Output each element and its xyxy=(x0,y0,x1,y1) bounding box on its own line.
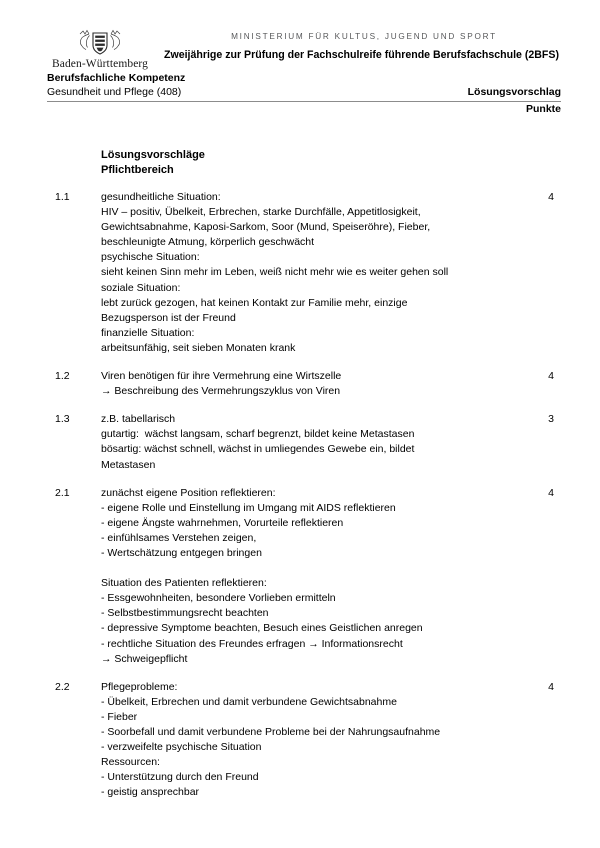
answer-line: - eigene Ängste wahrnehmen, Vorurteile reflektieren xyxy=(101,516,344,529)
answer-line: soziale Situation: xyxy=(101,281,181,294)
answer-item xyxy=(0,412,600,472)
answer-line: - Übelkeit, Erbrechen und damit verbundene Gewichtsabnahme xyxy=(101,695,397,708)
answer-line: Ressourcen: xyxy=(101,756,160,769)
answer-line: zunächst eigene Position reflektieren: xyxy=(101,486,276,499)
answer-line: z.B. tabellarisch xyxy=(101,413,176,426)
answer-line xyxy=(101,561,520,576)
answer-line: lebt zurück gezogen, hat keinen Kontakt zur Familie mehr, einzige xyxy=(101,296,408,309)
points-column-header: Punkte xyxy=(525,103,561,115)
subject-row xyxy=(47,86,561,98)
answer-line: - verzweifelte psychische Situation xyxy=(101,741,262,754)
page-title xyxy=(101,148,205,177)
subject-name: Gesundheit und Pflege (408) xyxy=(47,86,182,98)
answer-line: → Schweigepflicht xyxy=(101,652,188,665)
answer-item-body xyxy=(101,486,520,667)
answer-line: Pflegeprobleme: xyxy=(101,680,178,693)
baden-wuerttemberg-coat-of-arms-icon xyxy=(77,28,123,58)
answer-item xyxy=(0,680,600,801)
answer-item-points: 4 xyxy=(548,486,554,499)
document-type: Lösungsvorschlag xyxy=(467,86,561,98)
answer-item-number: 2.1 xyxy=(55,486,70,499)
answer-item-points: 4 xyxy=(548,370,554,383)
answer-line: - eigene Rolle und Einstellung im Umgang mit AIDS reflektieren xyxy=(101,501,396,514)
answer-item xyxy=(0,369,600,399)
ministry-title: MINISTERIUM FÜR KULTUS, JUGEND UND SPORT xyxy=(231,32,497,41)
crest-block xyxy=(47,28,153,70)
answer-line: HIV – positiv, Übelkeit, Erbrechen, starke Durchfälle, Appetitlosigkeit, xyxy=(101,206,421,219)
answer-line: → Beschreibung des Vermehrungszyklus von Viren xyxy=(101,385,341,398)
answer-line: Gewichtsabnahme, Kaposi-Sarkom, Soor (Mund, Speiseröhre), Fieber, xyxy=(101,221,431,234)
school-type-title: Zweijährige zur Prüfung der Fachschulreife führende Berufsfachschule (2BFS) xyxy=(164,49,559,61)
answer-item xyxy=(0,486,600,667)
page-title-line-2: Pflichtbereich xyxy=(101,163,174,176)
header-divider xyxy=(47,101,561,102)
answer-item-body xyxy=(101,369,520,399)
answer-line: - Essgewohnheiten, besondere Vorlieben ermitteln xyxy=(101,592,336,605)
answer-line: gutartig: wächst langsam, scharf begrenzt, bildet keine Metastasen xyxy=(101,428,415,441)
answer-item xyxy=(0,190,600,356)
answer-item-body xyxy=(101,412,520,472)
answer-items-list xyxy=(0,190,600,813)
answer-item-points: 4 xyxy=(548,191,554,203)
answer-line: - Wertschätzung entgegen bringen xyxy=(101,546,262,559)
answer-line: - Unterstützung durch den Freund xyxy=(101,771,259,784)
answer-line: arbeitsunfähig, seit sieben Monaten krank xyxy=(101,341,296,354)
answer-item-number: 1.2 xyxy=(55,370,70,383)
crest-label: Baden-Württemberg xyxy=(51,58,148,70)
answer-line: - depressive Symptome beachten, Besuch eines Geistlichen anregen xyxy=(101,622,423,635)
answer-line: finanzielle Situation: xyxy=(101,326,195,339)
answer-line: Metastasen xyxy=(101,458,156,471)
answer-line: - Soorbefall und damit verbundene Probleme bei der Nahrungsaufnahme xyxy=(101,726,441,738)
answer-line: - einfühlsames Verstehen zeigen, xyxy=(101,531,257,544)
answer-item-number: 2.2 xyxy=(55,680,70,693)
answer-line: beschleunigte Atmung, körperlich geschwächt xyxy=(101,236,315,249)
answer-line: - geistig ansprechbar xyxy=(101,786,200,799)
answer-line: psychische Situation: xyxy=(101,251,200,264)
answer-line: Situation des Patienten reflektieren: xyxy=(101,577,267,590)
answer-line: - Fieber xyxy=(101,710,138,723)
answer-item-points: 4 xyxy=(548,680,554,693)
answer-line: gesundheitliche Situation: xyxy=(101,191,221,203)
answer-line: - Selbstbestimmungsrecht beachten xyxy=(101,607,269,620)
answer-line: Bezugsperson ist der Freund xyxy=(101,311,236,324)
answer-item-number: 1.3 xyxy=(55,413,70,426)
answer-line: sieht keinen Sinn mehr im Leben, weiß nicht mehr wie es weiter gehen soll xyxy=(101,266,449,279)
page-title-line-1: Lösungsvorschläge xyxy=(101,149,205,161)
competence-area: Berufsfachliche Kompetenz xyxy=(47,72,186,84)
answer-item-number: 1.1 xyxy=(55,191,70,203)
answer-item-body xyxy=(101,680,520,801)
answer-line: bösartig: wächst schnell, wächst in umliegendes Gewebe ein, bildet xyxy=(101,443,415,456)
answer-line: - rechtliche Situation des Freundes erfragen → Informationsrecht xyxy=(101,637,403,650)
answer-item-body xyxy=(101,190,520,356)
answer-line: Viren benötigen für ihre Vermehrung eine Wirtszelle xyxy=(101,370,342,383)
answer-item-points: 3 xyxy=(548,413,554,426)
